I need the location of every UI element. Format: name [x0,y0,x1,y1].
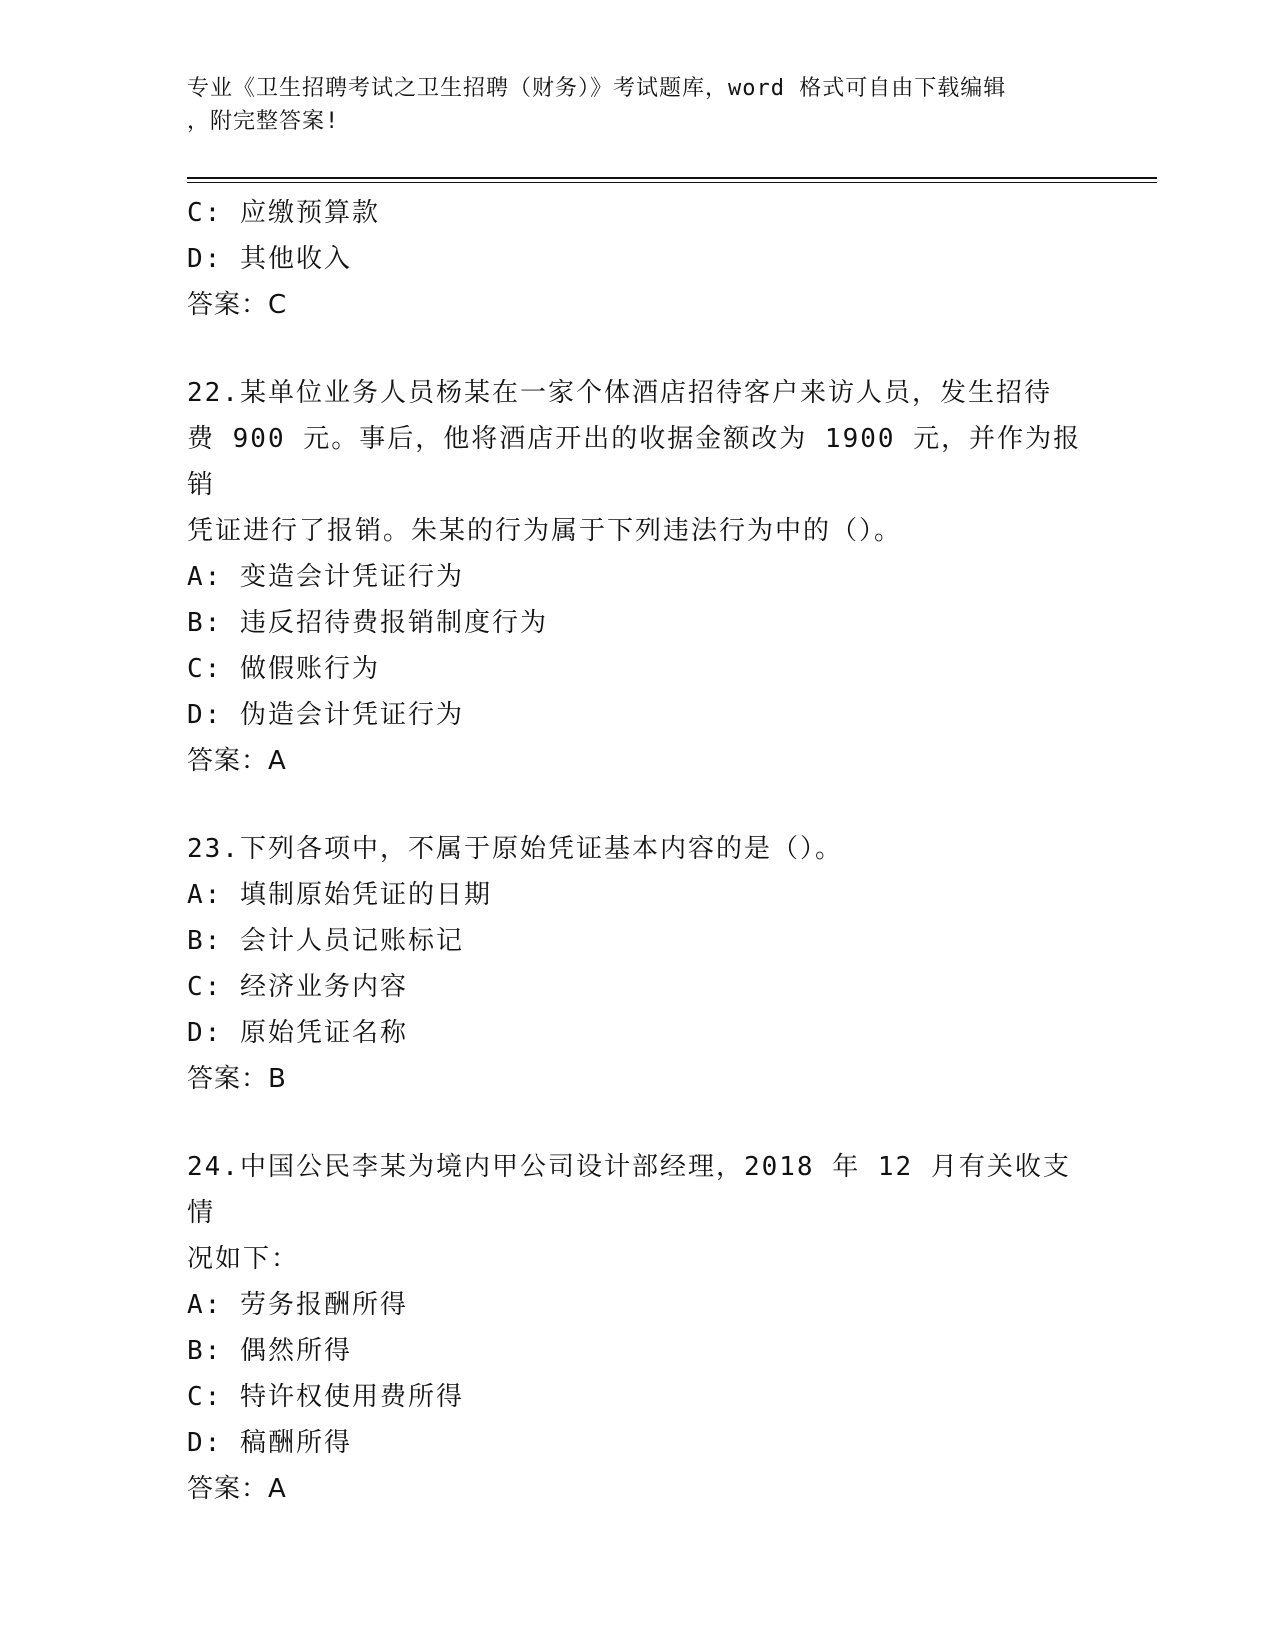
question-22 [187,370,1087,784]
question-text-line-2: 费 900 元。事后，他将酒店开出的收据金额改为 1900 元，并作为报销 [187,424,1082,500]
option-c: C: 经济业务内容 [187,972,408,1002]
question-text-line-1: 22.某单位业务人员杨某在一家个体酒店招待客户来访人员，发生招待 [187,378,1052,408]
header-rule-thin [187,182,1157,183]
spacer [187,784,1087,826]
answer: 答案：A [187,746,287,776]
option-c: C: 做假账行为 [187,654,380,684]
option-d: D: 原始凭证名称 [187,1018,408,1048]
option-d: D: 其他收入 [187,244,352,274]
answer: 答案：A [187,1474,287,1504]
option-c: C: 应缴预算款 [187,198,380,228]
header-line-2: ，附完整答案! [187,109,340,134]
question-text-line-2: 况如下： [187,1244,300,1274]
option-a: A: 填制原始凭证的日期 [187,880,492,910]
option-a: A: 变造会计凭证行为 [187,562,464,592]
question-text-line-3: 凭证进行了报销。朱某的行为属于下列违法行为中的（）。 [187,516,903,546]
question-24 [187,1144,1087,1512]
question-21-tail [187,190,1087,328]
header-rule-thick [187,177,1157,179]
option-a: A: 劳务报酬所得 [187,1290,408,1320]
option-b: B: 会计人员记账标记 [187,926,464,956]
option-d: D: 稿酬所得 [187,1428,352,1458]
spacer [187,328,1087,370]
header-line-1: 专业《卫生招聘考试之卫生招聘（财务）》考试题库，word 格式可自由下载编辑 [187,76,1007,101]
question-text-line-1: 24.中国公民李某为境内甲公司设计部经理，2018 年 12 月有关收支情 [187,1152,1071,1228]
option-d: D: 伪造会计凭证行为 [187,700,464,730]
document-content [187,190,1087,1512]
spacer [187,1102,1087,1144]
question-text-line-1: 23.下列各项中，不属于原始凭证基本内容的是（）。 [187,834,843,864]
question-23 [187,826,1087,1102]
answer: 答案：C [187,290,288,320]
option-b: B: 偶然所得 [187,1336,352,1366]
answer: 答案：B [187,1064,287,1094]
option-b: B: 违反招待费报销制度行为 [187,608,548,638]
page-header [187,72,1087,138]
option-c: C: 特许权使用费所得 [187,1382,464,1412]
